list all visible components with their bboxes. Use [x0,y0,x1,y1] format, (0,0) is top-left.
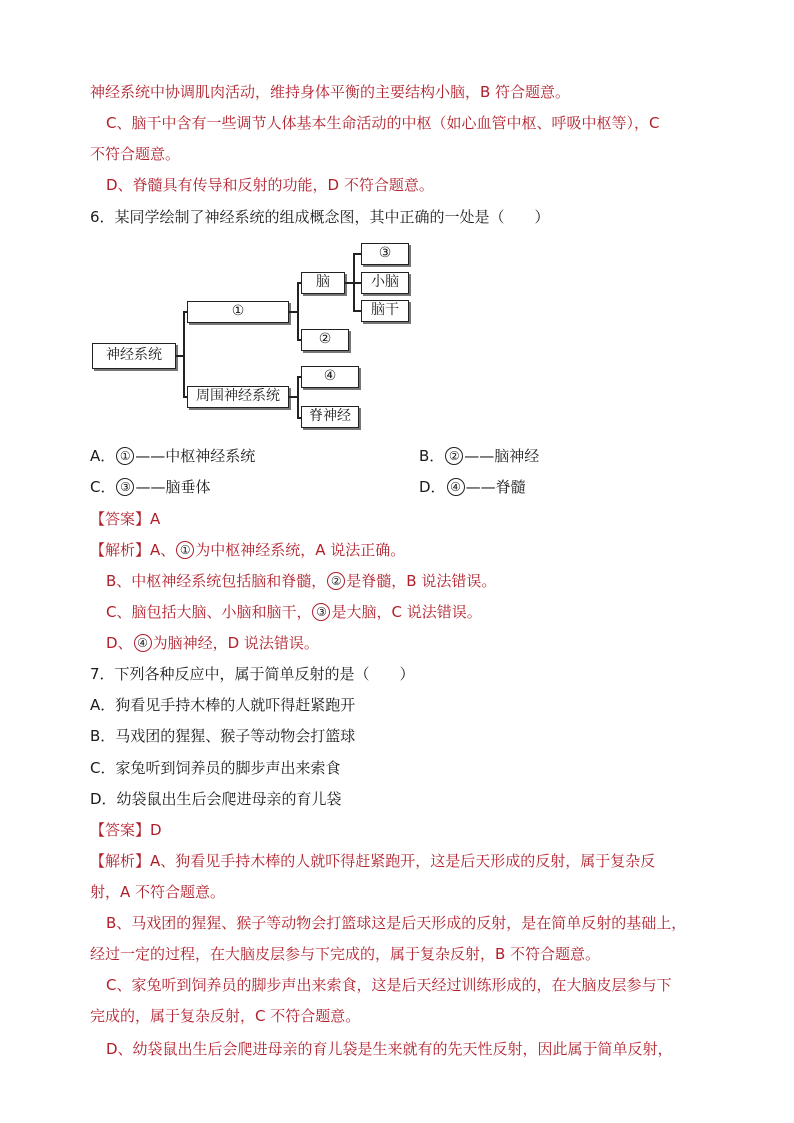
question-6-stem: 6．某同学绘制了神经系统的组成概念图，其中正确的一处是（ ） [90,208,550,226]
analysis-line-c-cont: 不符合题意。 [90,145,181,163]
node-nervous-system: 神经系统 [92,343,176,369]
node-brain: 脑 [301,272,345,294]
q7-option-b: B．马戏团的猩猩、猴子等动物会打篮球 [90,727,356,745]
q6-option-b: B． ② ——脑神经 [419,447,540,465]
analysis-line-d: D、脊髓具有传导和反射的功能，D 不符合题意。 [106,176,434,194]
q6-analysis-d: D、 ④ 为脑神经，D 说法错误。 [106,634,319,652]
circled-number: ① [176,541,194,559]
nervous-system-concept-diagram [90,238,420,428]
q7-analysis-b: B、马戏团的猩猩、猴子等动物会打篮球这是后天形成的反射，是在简单反射的基础上， [106,914,687,932]
circled-number: ② [327,572,345,590]
q7-option-d: D．幼袋鼠出生后会爬进母亲的育儿袋 [90,790,342,808]
q7-analysis-c-cont: 完成的，属于复杂反射，C 不符合题意。 [90,1007,361,1025]
q7-analysis-b-cont: 经过一定的过程，在大脑皮层参与下完成的，属于复杂反射，B 不符合题意。 [90,945,601,963]
node-cerebellum: 小脑 [361,272,409,294]
q7-option-a: A．狗看见手持木棒的人就吓得赶紧跑开 [90,696,356,714]
analysis-line-c: C、脑干中含有一些调节人体基本生命活动的中枢（如心血管中枢、呼吸中枢等），C [106,114,660,132]
q6-answer: 【答案】A [90,510,161,528]
node-1: ① [187,301,289,323]
node-spinal-nerve: 脊神经 [301,406,359,428]
q7-analysis-a: 【解析】A、狗看见手持木棒的人就吓得赶紧跑开，这是后天形成的反射，属于复杂反 [90,852,656,870]
circled-number: ② [445,447,463,465]
question-7-stem: 7．下列各种反应中，属于简单反射的是（ ） [90,665,415,683]
node-peripheral-nervous-system: 周围神经系统 [187,386,289,408]
node-brainstem: 脑干 [361,300,409,322]
node-2: ② [301,329,349,351]
node-4: ④ [301,366,359,388]
q6-analysis-a: 【解析】A、 ① 为中枢神经系统，A 说法正确。 [90,541,406,559]
q7-analysis-c: C、家兔听到饲养员的脚步声出来索食，这是后天经过训练形成的，在大脑皮层参与下 [106,976,672,994]
q7-analysis-a-cont: 射，A 不符合题意。 [90,883,226,901]
circled-number: ① [116,447,134,465]
q6-analysis-b: B、中枢神经系统包括脑和脊髓， ② 是脊髓，B 说法错误。 [106,572,497,590]
node-3: ③ [361,243,409,265]
q6-option-d: D． ④ ——脊髓 [419,478,526,496]
analysis-line-b: 神经系统中协调肌肉活动，维持身体平衡的主要结构小脑，B 符合题意。 [90,83,571,101]
circled-number: ④ [134,634,152,652]
circled-number: ③ [116,478,134,496]
circled-number: ④ [447,478,465,496]
q6-option-c: C． ③ ——脑垂体 [90,478,211,496]
q7-analysis-d: D、幼袋鼠出生后会爬进母亲的育儿袋是生来就有的先天性反射，因此属于简单反射， [106,1040,673,1058]
q6-analysis-c: C、脑包括大脑、小脑和脑干， ③ 是大脑，C 说法错误。 [106,603,482,621]
q7-answer: 【答案】D [90,821,162,839]
q7-option-c: C．家兔听到饲养员的脚步声出来索食 [90,759,341,777]
q6-option-a: A． ① ——中枢神经系统 [90,447,256,465]
circled-number: ③ [312,603,330,621]
